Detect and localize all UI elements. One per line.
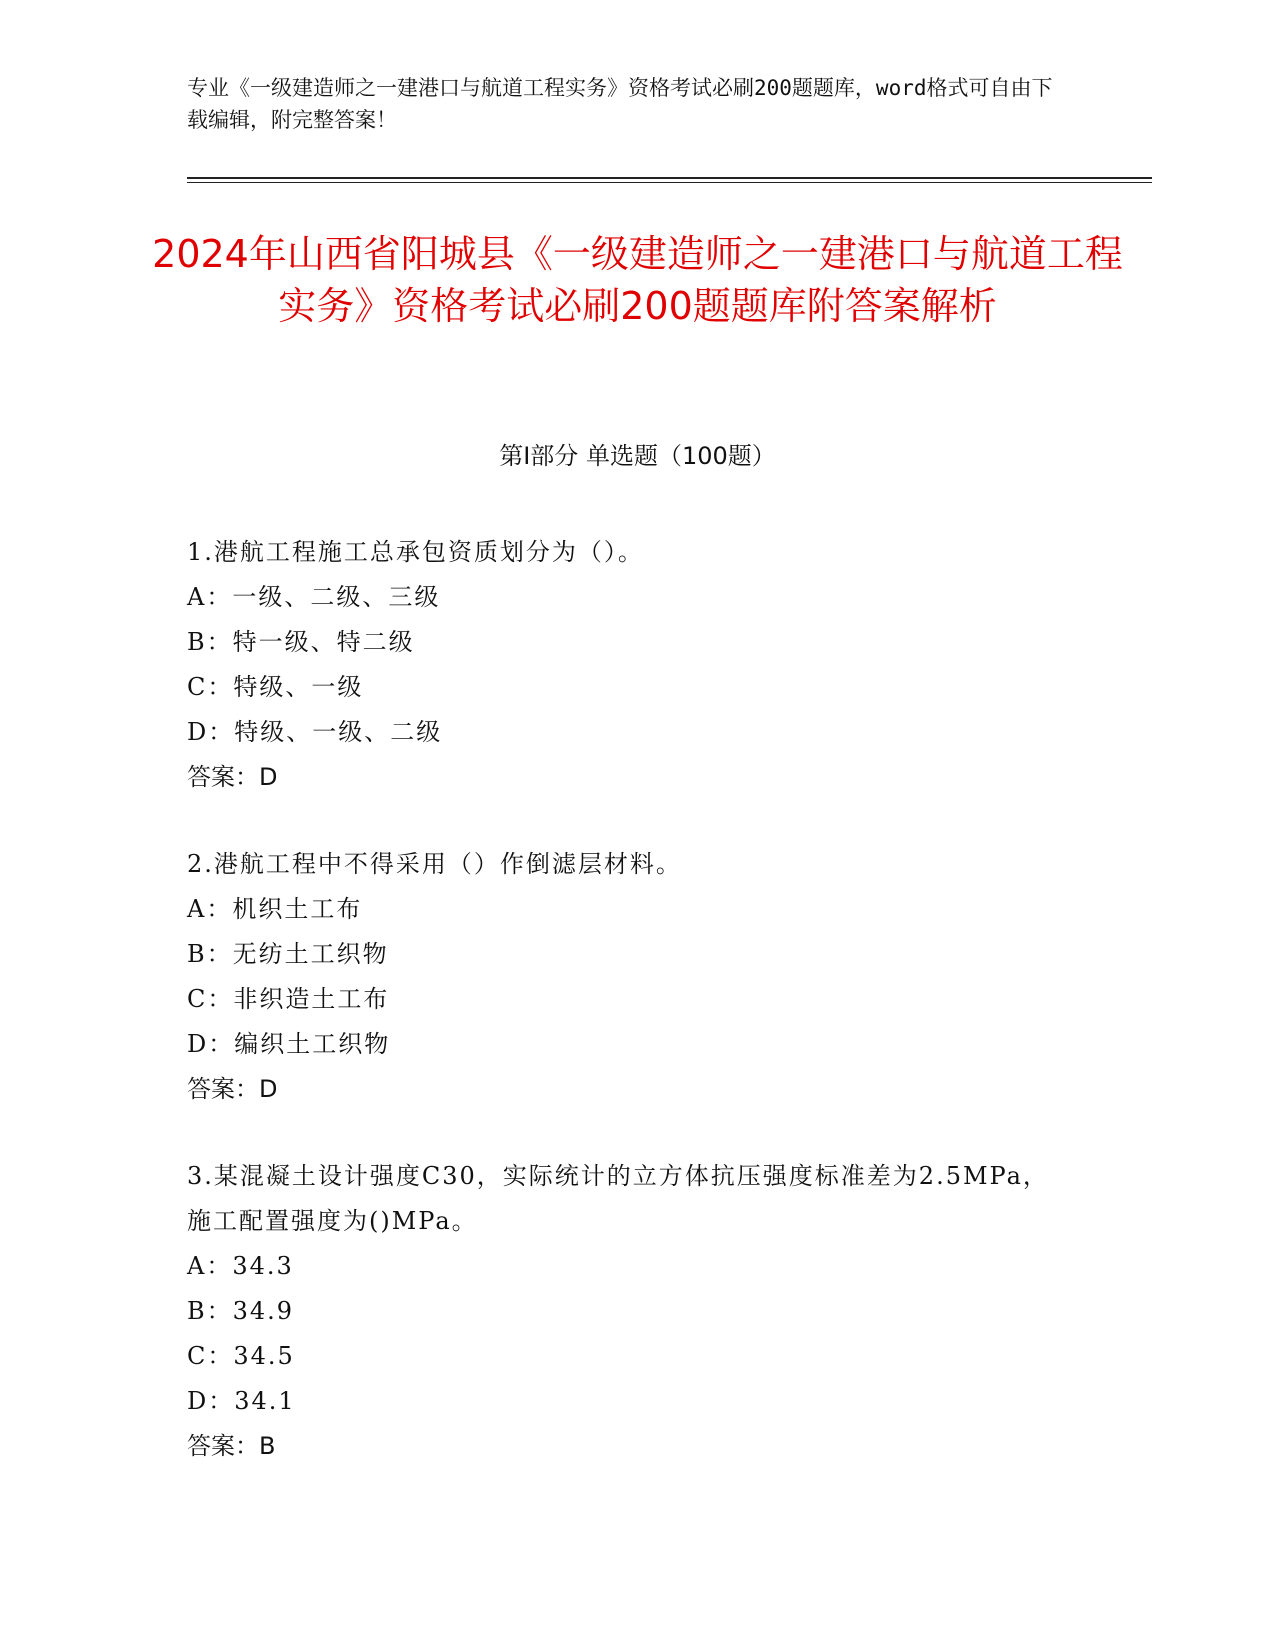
question-stem: 2.港航工程中不得采用（）作倒滤层材料。 (187, 850, 682, 878)
answer-text: 答案：D (187, 1075, 278, 1103)
document-title: 2024年山西省阳城县《一级建造师之一建港口与航道工程实务》资格考试必刷200题题库附答案解析 (152, 232, 1123, 328)
option-c: C：34.5 (187, 1342, 295, 1370)
option-b: B：无纺土工织物 (187, 940, 389, 968)
option-d: D：特级、一级、二级 (187, 718, 443, 746)
question-1 (187, 530, 1067, 800)
intro-text: 专业《一级建造师之一建港口与航道工程实务》资格考试必刷200题题库，word格式可自由下载编辑，附完整答案！ (187, 76, 1053, 132)
option-d: D：编织土工织物 (187, 1030, 391, 1058)
section-heading: 第Ⅰ部分 单选题（100题） (499, 442, 776, 470)
question-list (187, 530, 1067, 1511)
question-2 (187, 842, 1067, 1112)
option-a: A：一级、二级、三级 (187, 583, 441, 611)
option-c: C：非织造土工布 (187, 985, 390, 1013)
option-d: D：34.1 (187, 1387, 296, 1415)
header-divider-thin (187, 182, 1152, 183)
question-stem: 1.港航工程施工总承包资质划分为（）。 (187, 538, 644, 566)
option-a: A：机织土工布 (187, 895, 363, 923)
option-c: C：特级、一级 (187, 673, 364, 701)
option-a: A：34.3 (187, 1252, 294, 1280)
answer-text: 答案：B (187, 1432, 276, 1460)
question-stem: 3.某混凝土设计强度C30，实际统计的立方体抗压强度标准差为2.5MPa，施工配置强度为()MPa。 (187, 1162, 1049, 1235)
answer-text: 答案：D (187, 763, 278, 791)
header-divider-thick (187, 177, 1152, 179)
option-b: B：特一级、特二级 (187, 628, 415, 656)
option-b: B：34.9 (187, 1297, 295, 1325)
question-3 (187, 1154, 1067, 1469)
